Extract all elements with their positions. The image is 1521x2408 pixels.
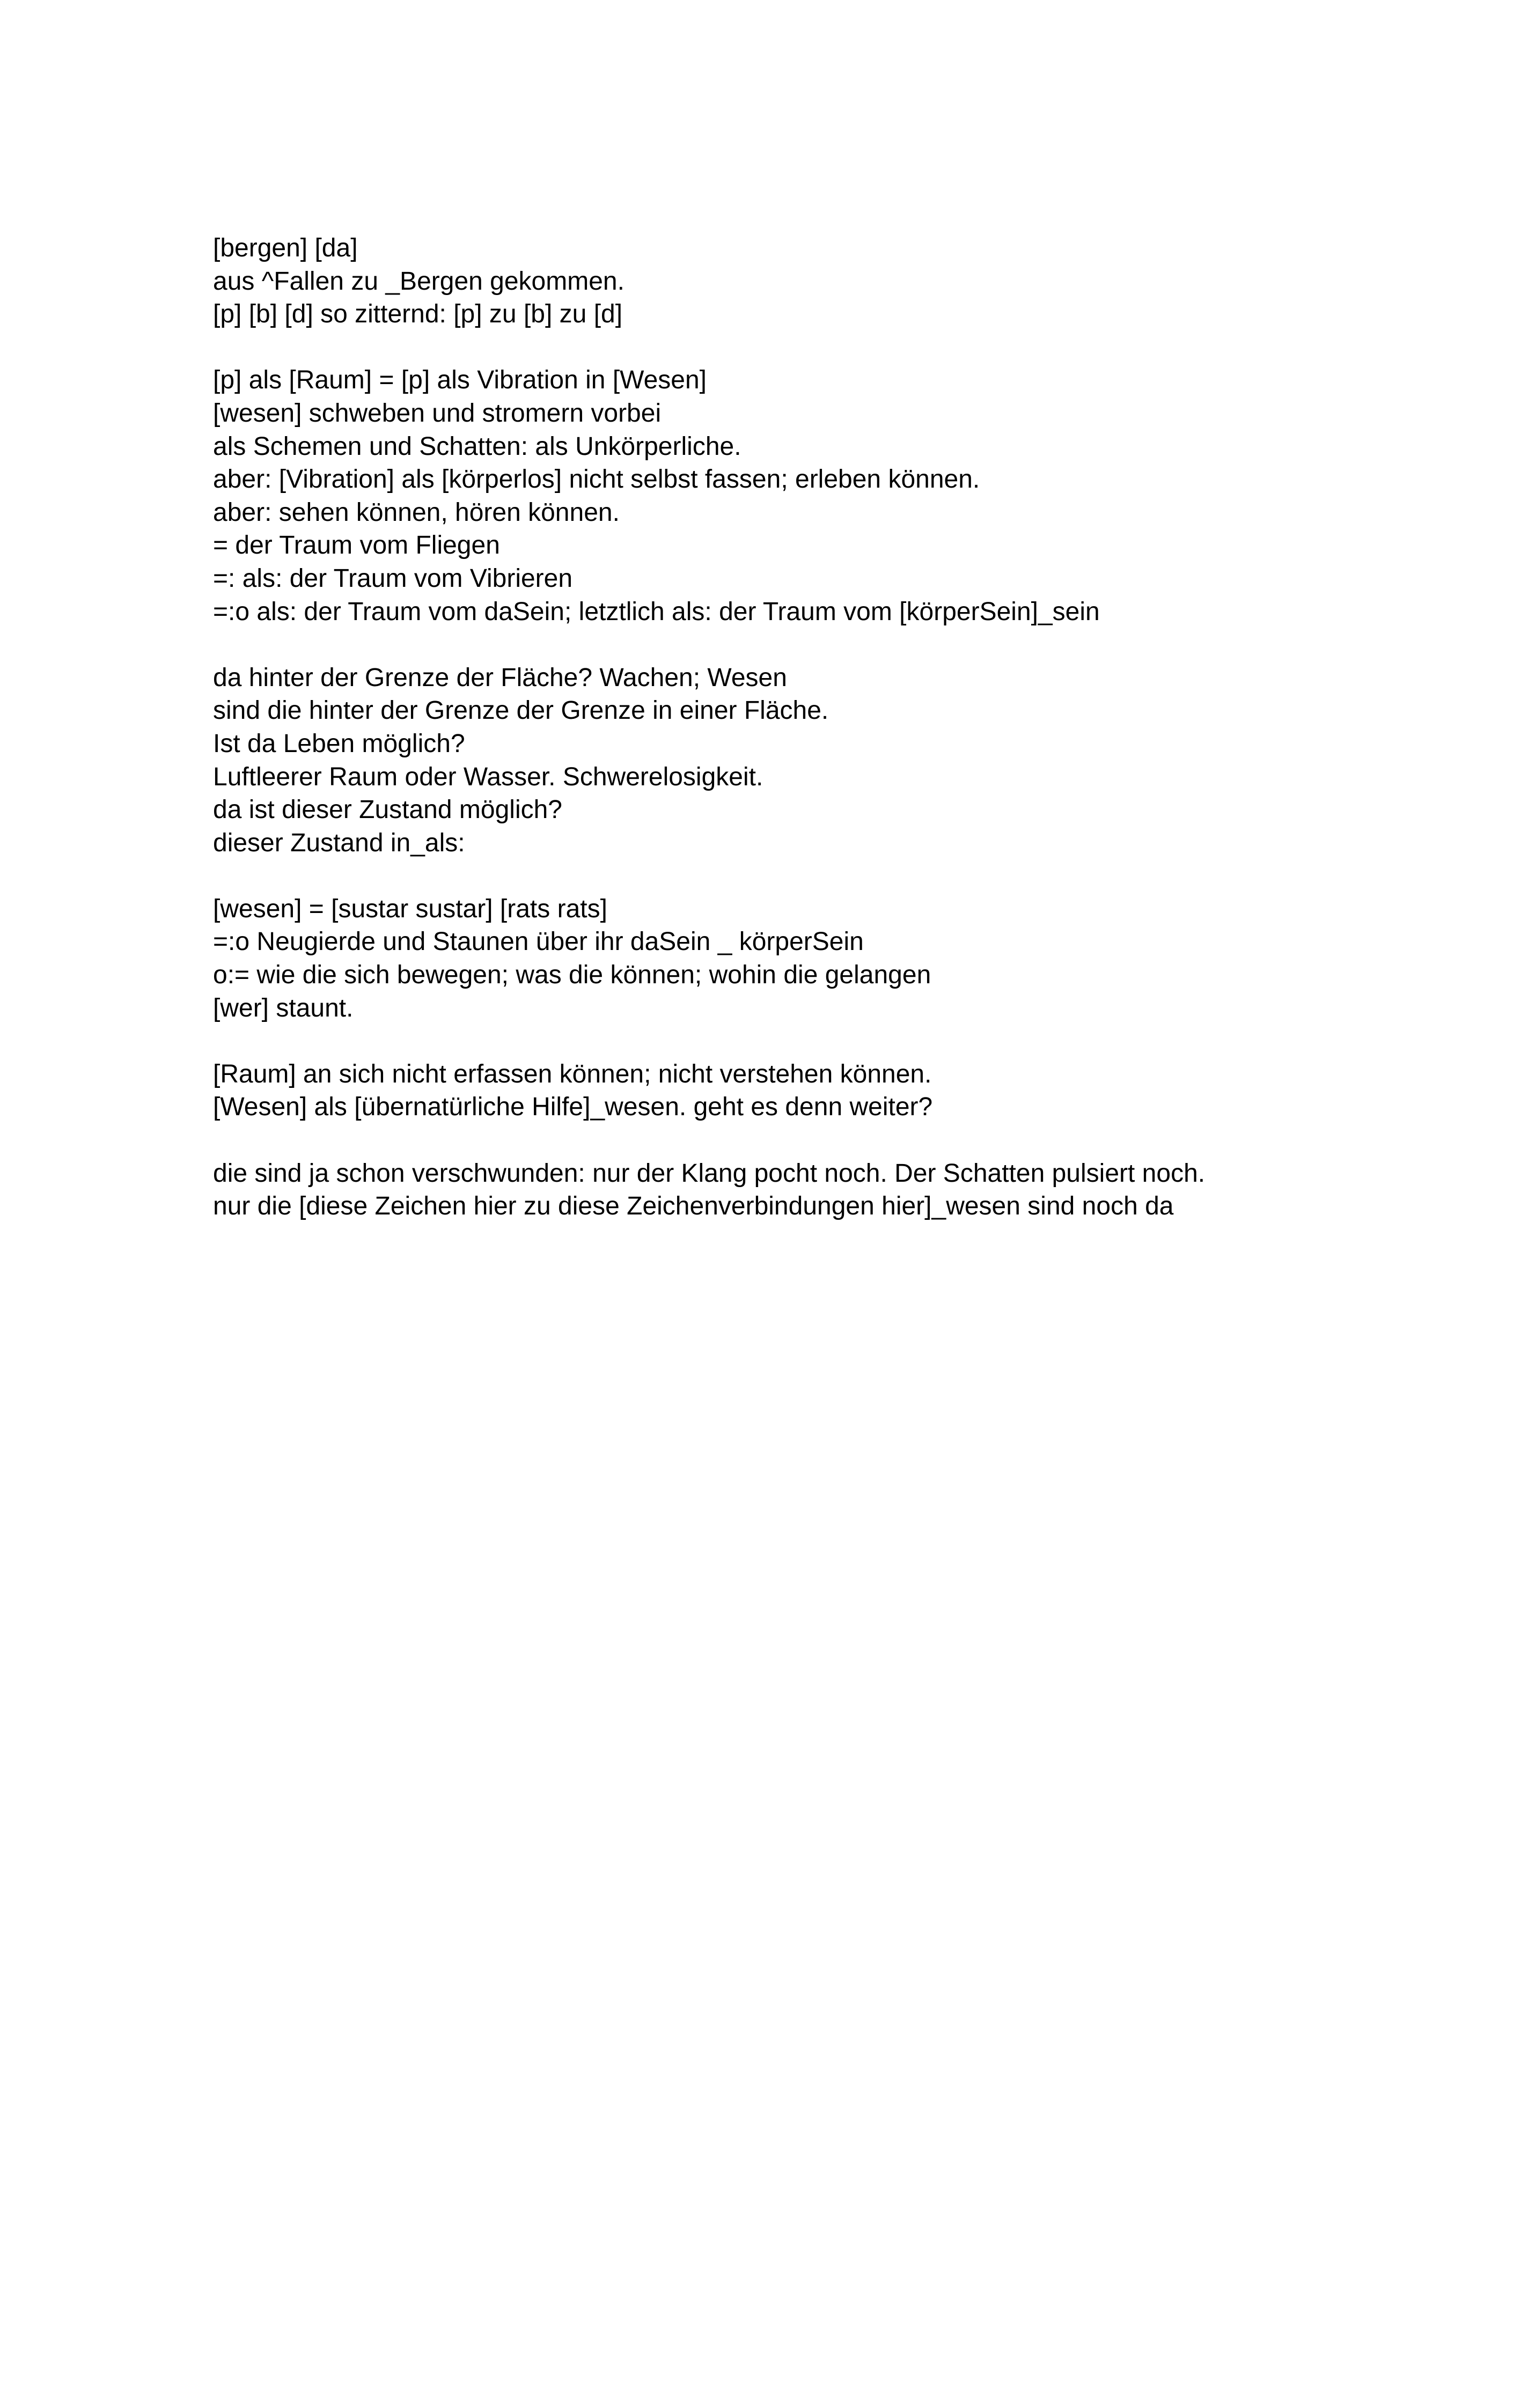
text-line: als Schemen und Schatten: als Unkörperliche.: [213, 432, 741, 461]
blank-line: [213, 1025, 1393, 1058]
text-line: [p] [b] [d] so zitternd: [p] zu [b] zu [d]: [213, 300, 623, 329]
blank-line: [213, 331, 1393, 364]
text-line: aber: [Vibration] als [körperlos] nicht selbst fassen; erleben können.: [213, 465, 980, 494]
text-line: da ist dieser Zustand möglich?: [213, 796, 562, 824]
text-line: [wer] staunt.: [213, 993, 354, 1022]
text-line: o:= wie die sich bewegen; was die können; wohin die gelangen: [213, 961, 931, 990]
blank-line: [213, 1124, 1393, 1157]
text-line: dieser Zustand in_als:: [213, 828, 465, 857]
text-line: da hinter der Grenze der Fläche? Wachen; Wesen: [213, 663, 787, 692]
text-line: = der Traum vom Fliegen: [213, 531, 500, 560]
poem-text: [213, 232, 1393, 1223]
text-line: [bergen] [da]: [213, 234, 358, 262]
text-line: [Wesen] als [übernatürliche Hilfe]_wesen. geht es denn weiter?: [213, 1093, 933, 1122]
text-line: [p] als [Raum] = [p] als Vibration in [Wesen]: [213, 366, 707, 395]
text-line: aus ^Fallen zu _Bergen gekommen.: [213, 267, 624, 296]
text-line: sind die hinter der Grenze der Grenze in einer Fläche.: [213, 696, 829, 725]
text-line: nur die [diese Zeichen hier zu diese Zeichenverbindungen hier]_wesen sind noch da: [213, 1192, 1174, 1221]
text-line: [Raum] an sich nicht erfassen können; nicht verstehen können.: [213, 1059, 932, 1088]
blank-line: [213, 628, 1393, 661]
text-line: =:o Neugierde und Staunen über ihr daSein _ körperSein: [213, 927, 864, 956]
text-line: die sind ja schon verschwunden: nur der Klang pocht noch. Der Schatten pulsiert noch.: [213, 1159, 1206, 1188]
text-line: aber: sehen können, hören können.: [213, 498, 620, 527]
text-line: Luftleerer Raum oder Wasser. Schwerelosigkeit.: [213, 762, 763, 791]
text-line: =: als: der Traum vom Vibrieren: [213, 564, 573, 593]
text-line: Ist da Leben möglich?: [213, 729, 465, 758]
text-line: [wesen] = [sustar sustar] [rats rats]: [213, 894, 607, 923]
blank-line: [213, 859, 1393, 893]
text-line: =:o als: der Traum vom daSein; letztlich als: der Traum vom [körperSein]_sein: [213, 597, 1100, 626]
text-line: [wesen] schweben und stromern vorbei: [213, 399, 662, 428]
